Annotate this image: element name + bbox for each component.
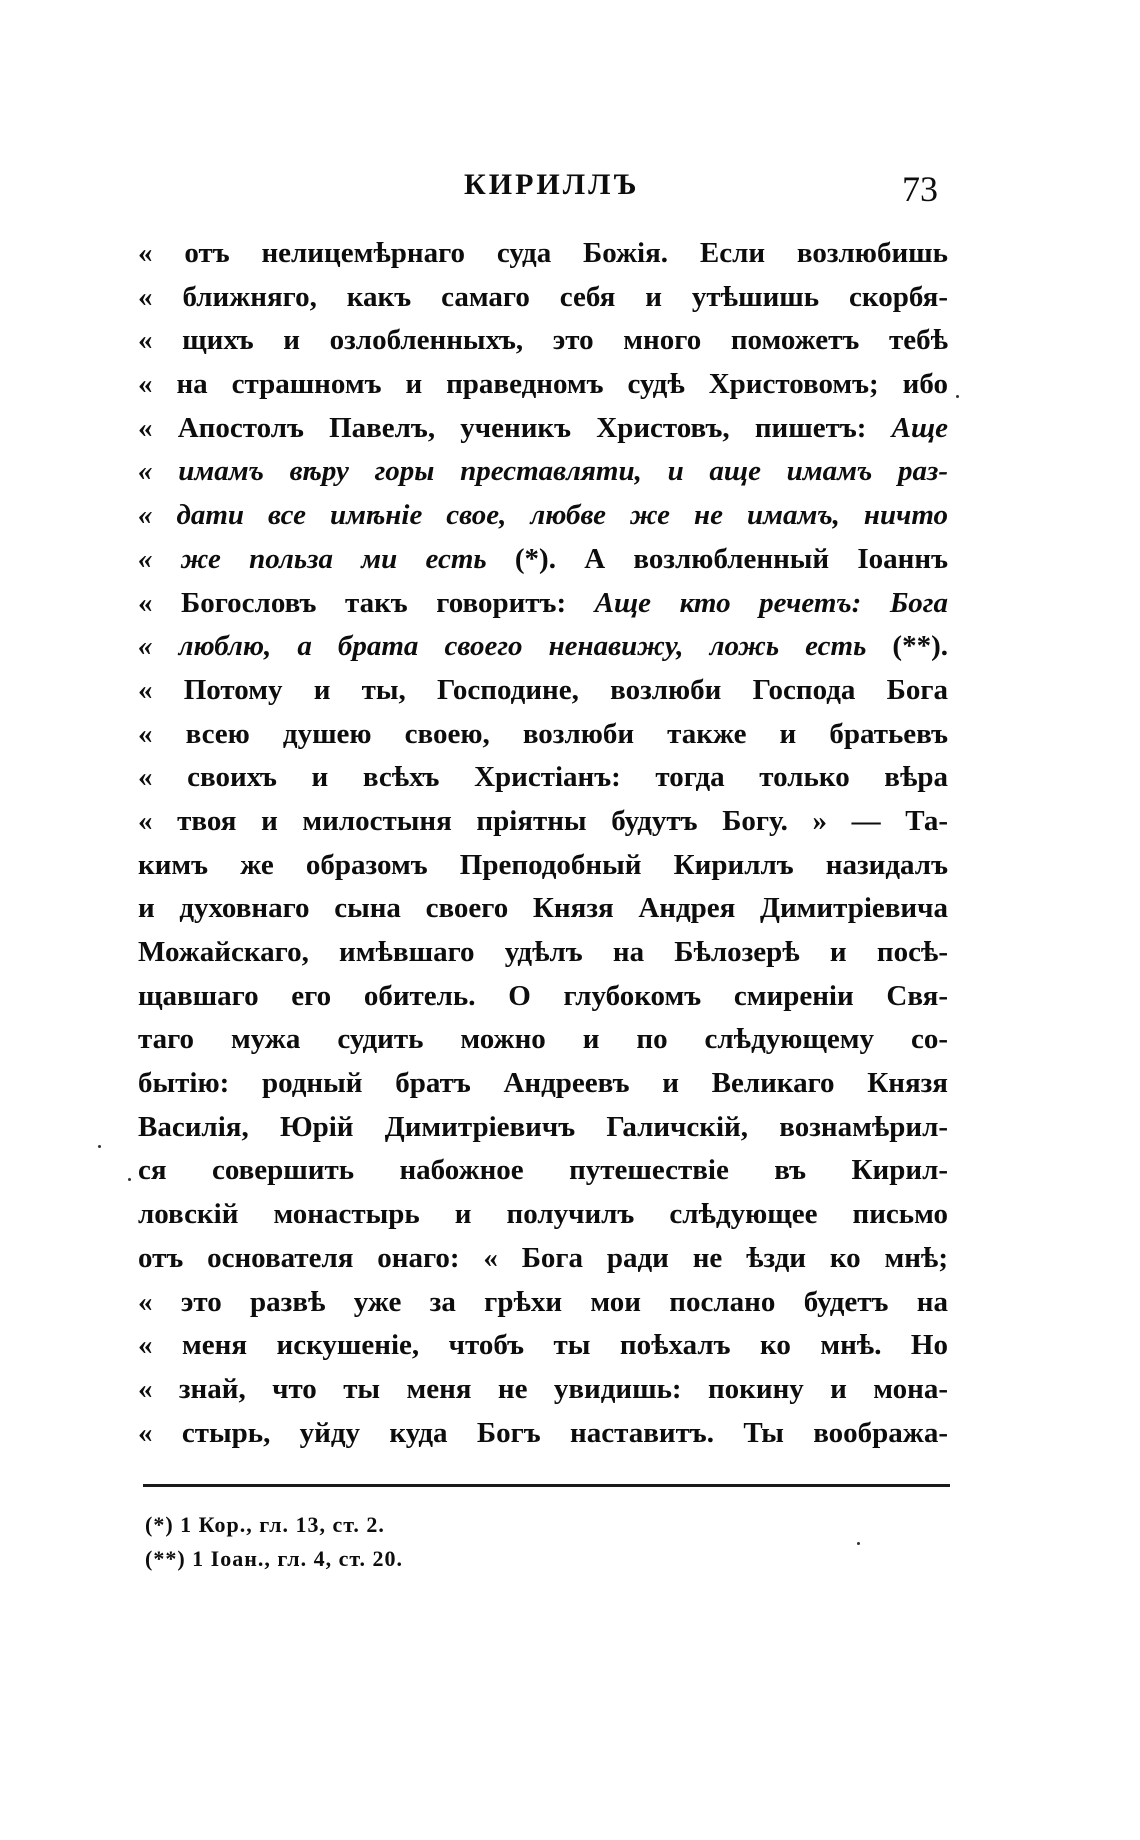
text-span: бытію: родный братъ Андреевъ и Великаго Князя — [138, 1067, 948, 1100]
text-span: « на страшномъ и праведномъ судѣ Христовомъ; ибо — [138, 368, 948, 401]
text-span: « всею душею своею, возлюби также и братьевъ — [138, 717, 948, 750]
text-span: « стырь, уйду куда Богъ наставитъ. Ты вообража- — [138, 1416, 948, 1449]
text-line — [138, 232, 948, 276]
text-span: « Апостолъ Павелъ, ученикъ Христовъ, пишетъ: — [138, 411, 892, 444]
text-line — [138, 494, 948, 538]
text-line — [138, 844, 948, 888]
text-line — [138, 582, 948, 626]
text-line — [138, 276, 948, 320]
text-line — [138, 800, 948, 844]
text-span: ся совершить набожное путешествіе въ Кирил- — [138, 1154, 948, 1187]
text-line — [138, 1237, 948, 1281]
text-span: « ближняго, какъ самаго себя и утѣшишь скорбя- — [138, 280, 948, 313]
text-span: (**). — [866, 630, 948, 663]
page-number: 73 — [902, 169, 938, 209]
italic-quote-span: Аще кто речетъ: Бога — [594, 586, 948, 619]
italic-quote-span: « дати все имѣніе свое, любве же не имамъ, ничто — [138, 499, 948, 532]
body-text — [138, 232, 948, 1455]
text-line — [138, 1193, 948, 1237]
text-line — [138, 887, 948, 931]
text-line — [138, 756, 948, 800]
text-line — [138, 975, 948, 1019]
text-line — [138, 1412, 948, 1456]
text-line — [138, 1149, 948, 1193]
text-span: ловскій монастырь и получилъ слѣдующее письмо — [138, 1198, 948, 1231]
text-span: « Потому и ты, Господине, возлюби Господа Бога — [138, 673, 948, 706]
italic-quote-span: Аще — [891, 411, 948, 444]
text-span: Василія, Юрій Димитріевичъ Галичскій, вознамѣрил- — [138, 1110, 948, 1143]
text-line — [138, 713, 948, 757]
text-line — [138, 1281, 948, 1325]
italic-quote-span: « имамъ вѣру горы преставляти, и аще имамъ раз- — [138, 455, 948, 488]
text-span: щавшаго его обитель. О глубокомъ смиреніи Свя- — [138, 979, 948, 1012]
text-span: кимъ же образомъ Преподобный Кириллъ назидалъ — [138, 848, 948, 881]
text-span: « знай, что ты меня не увидишь: покину и мона- — [138, 1372, 948, 1405]
text-span: « щихъ и озлобленныхъ, это много поможетъ тебѣ — [138, 324, 948, 357]
footnote-divider — [143, 1484, 950, 1487]
text-span: « меня искушеніе, чтобъ ты поѣхалъ ко мнѣ. Но — [138, 1329, 948, 1362]
text-line — [138, 363, 948, 407]
text-line — [138, 625, 948, 669]
text-line — [138, 1018, 948, 1062]
text-span: таго мужа судить можно и по слѣдующему со- — [138, 1023, 948, 1056]
print-speck — [98, 1145, 101, 1148]
text-line — [138, 450, 948, 494]
text-line — [138, 1368, 948, 1412]
text-line — [138, 931, 948, 975]
text-line — [138, 319, 948, 363]
text-line — [138, 1324, 948, 1368]
running-head-title: КИРИЛЛЪ — [464, 168, 640, 201]
italic-quote-span: « люблю, а брата своего ненавижу, ложь есть — [138, 630, 867, 663]
text-span: отъ основателя онаго: « Бога ради не ѣзди ко мнѣ; — [138, 1241, 948, 1274]
text-span: и духовнаго сына своего Князя Андрея Димитріевича — [138, 892, 948, 925]
text-span: « твоя и милостыня пріятны будутъ Богу. » — Та- — [138, 804, 948, 837]
print-speck — [857, 1542, 860, 1545]
text-span: « Богословъ такъ говоритъ: — [138, 586, 595, 619]
text-line — [138, 538, 948, 582]
text-span: (*). А возлюбленный Іоаннъ — [486, 542, 948, 575]
italic-quote-span: « же польза ми есть — [138, 542, 487, 575]
text-span: « своихъ и всѣхъ Христіанъ: тогда только вѣра — [138, 761, 948, 794]
footnote-1: (*) 1 Кор., гл. 13, ст. 2. — [145, 1512, 385, 1537]
text-line — [138, 1106, 948, 1150]
text-span: Можайскаго, имѣвшаго удѣлъ на Бѣлозерѣ и посѣ- — [138, 936, 948, 968]
text-span: « отъ нелицемѣрнаго суда Божія. Если возлюбишь — [138, 237, 948, 269]
print-speck — [128, 1178, 131, 1181]
text-line — [138, 407, 948, 451]
text-line — [138, 669, 948, 713]
print-speck — [956, 395, 959, 398]
footnote-2: (**) 1 Іоан., гл. 4, ст. 20. — [145, 1546, 404, 1571]
text-line — [138, 1062, 948, 1106]
text-span: « это развѣ уже за грѣхи мои послано будетъ на — [138, 1285, 948, 1318]
footnotes — [145, 1508, 403, 1576]
